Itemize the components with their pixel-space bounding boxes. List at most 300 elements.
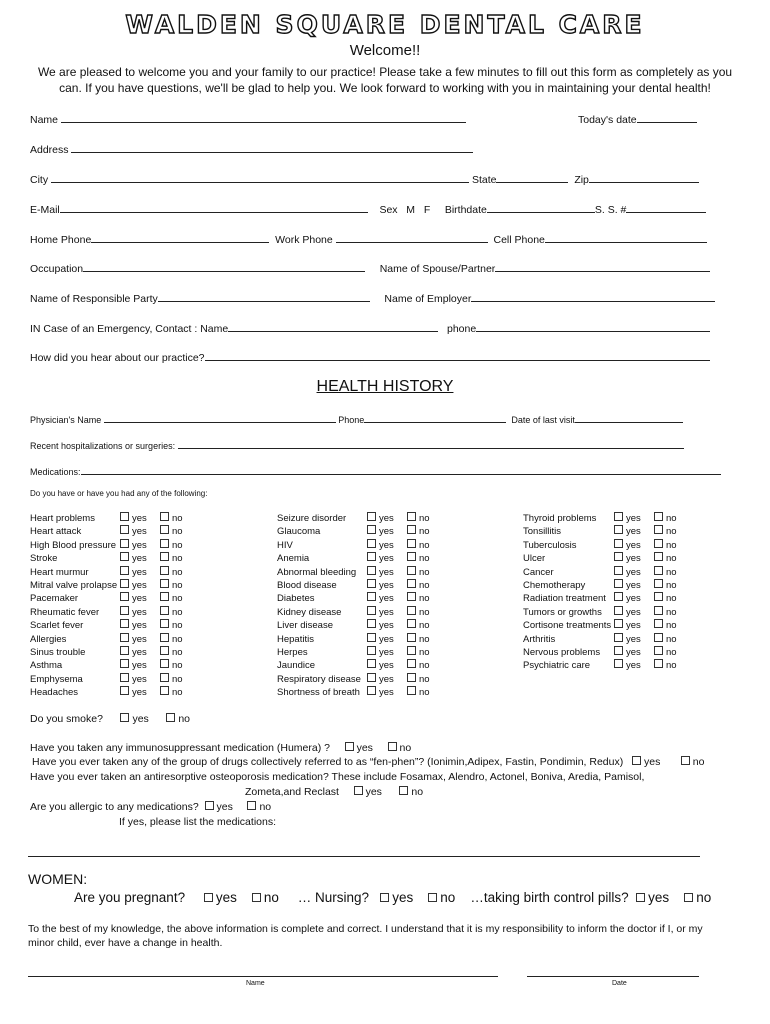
physician-field[interactable] bbox=[104, 412, 336, 423]
condition-no-label: no bbox=[419, 593, 430, 605]
condition-yes-checkbox[interactable] bbox=[120, 512, 129, 521]
condition-label: Diabetes bbox=[277, 593, 315, 605]
antiresorptive-no-checkbox[interactable] bbox=[399, 786, 408, 795]
condition-label: Cancer bbox=[523, 566, 554, 578]
immuno-label: Have you taken any immunosuppressant medication (Humera) ? bbox=[30, 742, 330, 754]
condition-no-checkbox[interactable] bbox=[654, 579, 663, 588]
condition-label: Anemia bbox=[277, 553, 310, 565]
condition-label: Thyroid problems bbox=[523, 513, 597, 524]
condition-no-label: no bbox=[172, 606, 183, 618]
medications-label: Medications: bbox=[30, 467, 81, 477]
condition-yes-label: yes bbox=[132, 566, 147, 578]
condition-answer-row bbox=[120, 659, 183, 672]
condition-yes-label: yes bbox=[132, 660, 147, 672]
condition-yes-checkbox[interactable] bbox=[614, 646, 623, 655]
condition-no-checkbox[interactable] bbox=[160, 566, 169, 575]
condition-label: Asthma bbox=[30, 660, 63, 672]
condition-answer-row bbox=[120, 539, 183, 552]
condition-yes-label: yes bbox=[379, 513, 394, 524]
condition-yes-checkbox[interactable] bbox=[120, 659, 129, 668]
condition-no-label: no bbox=[172, 660, 183, 672]
condition-yes-label: yes bbox=[626, 606, 641, 618]
condition-answer-row bbox=[120, 566, 183, 579]
nursing-no-checkbox[interactable] bbox=[428, 893, 437, 902]
condition-no-checkbox[interactable] bbox=[407, 606, 416, 615]
condition-label: Stroke bbox=[30, 553, 58, 565]
condition-answer-row bbox=[120, 646, 183, 659]
condition-yes-label: yes bbox=[132, 539, 147, 551]
condition-no-checkbox[interactable] bbox=[160, 619, 169, 628]
condition-yes-label: yes bbox=[626, 579, 641, 591]
condition-no-label: no bbox=[172, 687, 183, 699]
condition-no-checkbox[interactable] bbox=[160, 633, 169, 642]
condition-label: Ulcer bbox=[523, 553, 546, 565]
fenphen-no-label: no bbox=[692, 756, 705, 768]
condition-yes-label: yes bbox=[626, 553, 641, 565]
nursing-yes-label: yes bbox=[392, 890, 414, 905]
medications-field[interactable] bbox=[81, 464, 721, 475]
condition-yes-checkbox[interactable] bbox=[367, 539, 376, 548]
condition-label: Sinus trouble bbox=[30, 646, 86, 658]
condition-no-checkbox[interactable] bbox=[407, 619, 416, 628]
condition-yes-checkbox[interactable] bbox=[367, 619, 376, 628]
name-field[interactable] bbox=[61, 112, 466, 123]
last-visit-label: Date of last visit bbox=[511, 415, 575, 425]
condition-label: Herpes bbox=[277, 646, 308, 658]
fenphen-no-checkbox[interactable] bbox=[681, 756, 690, 765]
condition-label: Shortness of breath bbox=[277, 687, 360, 699]
condition-no-label: no bbox=[666, 593, 677, 605]
condition-no-checkbox[interactable] bbox=[654, 566, 663, 575]
physician-phone-field[interactable] bbox=[364, 412, 506, 423]
condition-yes-label: yes bbox=[626, 593, 641, 605]
condition-yes-checkbox[interactable] bbox=[367, 566, 376, 575]
condition-yes-label: yes bbox=[626, 633, 641, 645]
signature-name-label: Name bbox=[246, 980, 265, 987]
condition-yes-checkbox[interactable] bbox=[120, 646, 129, 655]
conditions-column-3 bbox=[523, 512, 611, 673]
nursing-yes-checkbox[interactable] bbox=[380, 893, 389, 902]
condition-no-checkbox[interactable] bbox=[407, 552, 416, 561]
condition-yes-label: yes bbox=[626, 646, 641, 658]
condition-answer-row bbox=[367, 633, 430, 646]
condition-no-checkbox[interactable] bbox=[407, 579, 416, 588]
condition-yes-checkbox[interactable] bbox=[614, 579, 623, 588]
condition-no-checkbox[interactable] bbox=[407, 539, 416, 548]
condition-label: Pacemaker bbox=[30, 593, 79, 605]
referral-row bbox=[30, 350, 710, 364]
birth-control-no-checkbox[interactable] bbox=[684, 893, 693, 902]
medications-list-line[interactable] bbox=[28, 856, 700, 857]
condition-answer-row bbox=[614, 606, 677, 619]
condition-label: Heart problems bbox=[30, 513, 95, 524]
condition-no-checkbox[interactable] bbox=[654, 659, 663, 668]
condition-yes-checkbox[interactable] bbox=[120, 552, 129, 561]
condition-no-label: no bbox=[666, 606, 677, 618]
condition-label: Kidney disease bbox=[277, 606, 342, 618]
condition-yes-checkbox[interactable] bbox=[367, 592, 376, 601]
condition-no-checkbox[interactable] bbox=[407, 512, 416, 521]
name-row bbox=[30, 112, 466, 126]
condition-yes-label: yes bbox=[379, 620, 394, 632]
condition-yes-checkbox[interactable] bbox=[367, 673, 376, 682]
condition-no-checkbox[interactable] bbox=[160, 525, 169, 534]
referral-label: How did you hear about our practice? bbox=[30, 352, 205, 364]
cell-phone-field[interactable] bbox=[545, 232, 707, 243]
condition-yes-checkbox[interactable] bbox=[367, 646, 376, 655]
condition-no-checkbox[interactable] bbox=[654, 512, 663, 521]
employer-field[interactable] bbox=[471, 291, 715, 302]
condition-answer-row bbox=[614, 525, 677, 538]
condition-no-label: no bbox=[666, 620, 677, 632]
hospitalizations-label: Recent hospitalizations or surgeries: bbox=[30, 441, 176, 451]
condition-yes-checkbox[interactable] bbox=[614, 633, 623, 642]
condition-label: Tumors or growths bbox=[523, 606, 602, 618]
condition-answer-row bbox=[120, 592, 183, 605]
home-phone-label: Home Phone bbox=[30, 234, 92, 246]
condition-yes-checkbox[interactable] bbox=[614, 592, 623, 601]
zometa-row bbox=[245, 786, 423, 798]
condition-yes-checkbox[interactable] bbox=[120, 619, 129, 628]
condition-no-checkbox[interactable] bbox=[160, 539, 169, 548]
pregnant-yes-label: yes bbox=[215, 890, 237, 905]
condition-yes-checkbox[interactable] bbox=[614, 619, 623, 628]
address-field[interactable] bbox=[71, 142, 473, 153]
condition-answer-row bbox=[614, 566, 677, 579]
condition-answer-row bbox=[614, 552, 677, 565]
condition-no-label: no bbox=[419, 646, 430, 658]
condition-label: High Blood pressure bbox=[30, 539, 117, 551]
condition-no-checkbox[interactable] bbox=[160, 552, 169, 561]
attestation-statement: To the best of my knowledge, the above information is complete and correct. I understand that it is my responsibility to inform the doctor if I, or my minor child, ever have a change in health. bbox=[28, 923, 703, 949]
state-field[interactable] bbox=[496, 172, 568, 183]
condition-answer-row bbox=[120, 673, 183, 686]
condition-label: HIV bbox=[277, 539, 293, 551]
pregnant-no-checkbox[interactable] bbox=[252, 893, 261, 902]
spouse-field[interactable] bbox=[495, 261, 710, 272]
condition-yes-label: yes bbox=[132, 646, 147, 658]
fenphen-yes-checkbox[interactable] bbox=[632, 756, 641, 765]
conditions-prompt: Do you have or have you had any of the following: bbox=[30, 489, 208, 498]
condition-no-checkbox[interactable] bbox=[654, 592, 663, 601]
condition-no-label: no bbox=[666, 579, 677, 591]
condition-yes-checkbox[interactable] bbox=[120, 633, 129, 642]
condition-yes-checkbox[interactable] bbox=[367, 633, 376, 642]
condition-answer-row bbox=[614, 633, 677, 646]
condition-label: Allergies bbox=[30, 633, 67, 645]
condition-yes-checkbox[interactable] bbox=[614, 552, 623, 561]
city-row bbox=[30, 172, 699, 186]
pregnant-no-label: no bbox=[263, 890, 279, 905]
condition-yes-label: yes bbox=[132, 620, 147, 632]
condition-yes-checkbox[interactable] bbox=[120, 606, 129, 615]
occupation-field[interactable] bbox=[83, 261, 365, 272]
condition-no-checkbox[interactable] bbox=[160, 646, 169, 655]
zip-field[interactable] bbox=[589, 172, 699, 183]
allergic-yes-checkbox[interactable] bbox=[205, 801, 214, 810]
smoke-no-checkbox[interactable] bbox=[166, 713, 175, 722]
condition-yes-label: yes bbox=[379, 646, 394, 658]
condition-label: Nervous problems bbox=[523, 646, 601, 658]
emergency-phone-field[interactable] bbox=[476, 321, 710, 332]
condition-no-label: no bbox=[172, 513, 183, 524]
condition-yes-checkbox[interactable] bbox=[614, 566, 623, 575]
condition-answer-row bbox=[367, 579, 430, 592]
conditions-column-3-answers bbox=[614, 512, 677, 673]
condition-no-checkbox[interactable] bbox=[407, 646, 416, 655]
condition-no-checkbox[interactable] bbox=[654, 552, 663, 561]
condition-yes-checkbox[interactable] bbox=[120, 673, 129, 682]
condition-yes-checkbox[interactable] bbox=[367, 659, 376, 668]
condition-no-checkbox[interactable] bbox=[407, 673, 416, 682]
conditions-column-2 bbox=[277, 512, 361, 699]
condition-answer-row bbox=[367, 659, 430, 672]
condition-no-checkbox[interactable] bbox=[160, 579, 169, 588]
hospitalizations-row bbox=[30, 438, 684, 451]
condition-answer-row bbox=[120, 606, 183, 619]
condition-label: Liver disease bbox=[277, 620, 333, 632]
condition-no-checkbox[interactable] bbox=[654, 619, 663, 628]
email-row bbox=[30, 202, 706, 216]
condition-yes-checkbox[interactable] bbox=[614, 525, 623, 534]
condition-yes-label: yes bbox=[132, 513, 147, 524]
condition-yes-checkbox[interactable] bbox=[367, 579, 376, 588]
allergic-no-checkbox[interactable] bbox=[247, 801, 256, 810]
birth-control-yes-label: yes bbox=[648, 890, 670, 905]
condition-label: Heart attack bbox=[30, 526, 82, 538]
address-row bbox=[30, 142, 473, 156]
condition-yes-checkbox[interactable] bbox=[367, 525, 376, 534]
city-field[interactable] bbox=[51, 172, 469, 183]
condition-label: Glaucoma bbox=[277, 526, 321, 538]
condition-yes-label: yes bbox=[379, 579, 394, 591]
condition-answer-row bbox=[367, 592, 430, 605]
condition-label: Tonsillitis bbox=[523, 526, 562, 538]
condition-label: Hepatitis bbox=[277, 633, 314, 645]
todays-date-label: Today's date bbox=[578, 114, 637, 126]
condition-no-label: no bbox=[419, 526, 430, 538]
condition-yes-label: yes bbox=[379, 566, 394, 578]
health-history-heading: HEALTH HISTORY bbox=[316, 378, 454, 395]
condition-no-checkbox[interactable] bbox=[407, 659, 416, 668]
condition-yes-checkbox[interactable] bbox=[120, 579, 129, 588]
cell-phone-label: Cell Phone bbox=[493, 234, 545, 246]
condition-no-checkbox[interactable] bbox=[407, 566, 416, 575]
condition-no-checkbox[interactable] bbox=[160, 686, 169, 695]
pregnant-yes-checkbox[interactable] bbox=[204, 893, 213, 902]
allergic-no-label: no bbox=[259, 801, 272, 813]
condition-no-checkbox[interactable] bbox=[160, 512, 169, 521]
condition-no-label: no bbox=[172, 646, 183, 658]
condition-no-checkbox[interactable] bbox=[407, 633, 416, 642]
condition-yes-checkbox[interactable] bbox=[367, 552, 376, 561]
condition-yes-label: yes bbox=[379, 673, 394, 685]
last-visit-field[interactable] bbox=[575, 412, 683, 423]
condition-yes-label: yes bbox=[132, 526, 147, 538]
birth-control-label: …taking birth control pills? bbox=[470, 890, 629, 905]
email-field[interactable] bbox=[60, 202, 368, 213]
sex-m-option[interactable]: M bbox=[406, 204, 416, 216]
immuno-yes-label: yes bbox=[356, 742, 373, 754]
condition-answer-row bbox=[120, 579, 183, 592]
condition-yes-checkbox[interactable] bbox=[367, 512, 376, 521]
condition-label: Emphysema bbox=[30, 673, 83, 685]
condition-yes-checkbox[interactable] bbox=[120, 592, 129, 601]
condition-answer-row bbox=[367, 686, 430, 699]
condition-no-checkbox[interactable] bbox=[160, 659, 169, 668]
condition-yes-label: yes bbox=[379, 687, 394, 699]
condition-yes-checkbox[interactable] bbox=[614, 512, 623, 521]
condition-no-label: no bbox=[419, 660, 430, 672]
condition-no-checkbox[interactable] bbox=[654, 539, 663, 548]
condition-no-label: no bbox=[419, 687, 430, 699]
condition-no-label: no bbox=[419, 606, 430, 618]
condition-no-label: no bbox=[419, 539, 430, 551]
list-meds-label: If yes, please list the medications: bbox=[119, 816, 276, 828]
condition-yes-checkbox[interactable] bbox=[120, 539, 129, 548]
smoke-label: Do you smoke? bbox=[30, 713, 103, 725]
condition-no-checkbox[interactable] bbox=[407, 686, 416, 695]
condition-answer-row bbox=[367, 552, 430, 565]
condition-answer-row bbox=[367, 539, 430, 552]
condition-yes-checkbox[interactable] bbox=[614, 606, 623, 615]
condition-label: Jaundice bbox=[277, 660, 316, 672]
condition-answer-row bbox=[367, 525, 430, 538]
condition-yes-checkbox[interactable] bbox=[614, 659, 623, 668]
condition-no-label: no bbox=[172, 579, 183, 591]
condition-no-label: no bbox=[172, 633, 183, 645]
condition-answer-row bbox=[367, 512, 430, 525]
condition-no-label: no bbox=[172, 620, 183, 632]
conditions-column-1-answers bbox=[120, 512, 183, 699]
condition-no-label: no bbox=[419, 566, 430, 578]
condition-no-checkbox[interactable] bbox=[160, 606, 169, 615]
condition-yes-checkbox[interactable] bbox=[614, 539, 623, 548]
responsible-field[interactable] bbox=[158, 291, 370, 302]
condition-answer-row bbox=[367, 673, 430, 686]
condition-no-checkbox[interactable] bbox=[654, 606, 663, 615]
condition-answer-row bbox=[614, 619, 677, 632]
immuno-yes-checkbox[interactable] bbox=[345, 742, 354, 751]
condition-label: Blood disease bbox=[277, 579, 337, 591]
condition-yes-label: yes bbox=[132, 579, 147, 591]
signature-name-line[interactable] bbox=[28, 976, 498, 977]
occupation-row bbox=[30, 261, 710, 275]
practice-title: WALDEN SQUARE DENTAL CARE bbox=[125, 10, 645, 39]
condition-no-label: no bbox=[419, 633, 430, 645]
birth-control-yes-checkbox[interactable] bbox=[636, 893, 645, 902]
condition-label: Cortisone treatments bbox=[523, 620, 612, 632]
condition-yes-label: yes bbox=[132, 606, 147, 618]
condition-yes-label: yes bbox=[626, 513, 641, 524]
condition-no-label: no bbox=[419, 553, 430, 565]
condition-label: Rheumatic fever bbox=[30, 606, 100, 618]
women-questions-row bbox=[74, 890, 711, 905]
ss-field[interactable] bbox=[626, 202, 706, 213]
condition-no-checkbox[interactable] bbox=[407, 525, 416, 534]
condition-no-checkbox[interactable] bbox=[654, 633, 663, 642]
condition-yes-label: yes bbox=[379, 553, 394, 565]
welcome-heading: Welcome!! bbox=[349, 42, 421, 59]
condition-yes-label: yes bbox=[626, 660, 641, 672]
conditions-column-2-answers bbox=[367, 512, 430, 699]
referral-field[interactable] bbox=[205, 350, 710, 361]
emergency-name-field[interactable] bbox=[228, 321, 438, 332]
condition-yes-label: yes bbox=[379, 526, 394, 538]
condition-yes-checkbox[interactable] bbox=[367, 606, 376, 615]
condition-no-checkbox[interactable] bbox=[407, 592, 416, 601]
condition-no-label: no bbox=[666, 553, 677, 565]
antiresorptive-yes-label: yes bbox=[365, 786, 382, 798]
condition-yes-label: yes bbox=[132, 687, 147, 699]
condition-label: Abnormal bleeding bbox=[277, 566, 357, 578]
home-phone-field[interactable] bbox=[91, 232, 269, 243]
condition-yes-label: yes bbox=[132, 633, 147, 645]
phones-row bbox=[30, 232, 707, 246]
antiresorptive-yes-checkbox[interactable] bbox=[354, 786, 363, 795]
condition-no-label: no bbox=[666, 539, 677, 551]
nursing-label: … Nursing? bbox=[297, 890, 369, 905]
condition-label: Seizure disorder bbox=[277, 513, 347, 524]
condition-yes-label: yes bbox=[379, 593, 394, 605]
todays-date-field[interactable] bbox=[637, 112, 697, 123]
condition-yes-checkbox[interactable] bbox=[367, 686, 376, 695]
condition-yes-label: yes bbox=[132, 593, 147, 605]
condition-no-label: no bbox=[172, 553, 183, 565]
condition-yes-label: yes bbox=[379, 660, 394, 672]
signature-date-label: Date bbox=[612, 980, 627, 987]
birthdate-field[interactable] bbox=[487, 202, 595, 213]
condition-no-label: no bbox=[419, 673, 430, 685]
condition-yes-label: yes bbox=[626, 620, 641, 632]
physician-phone-label: Phone bbox=[338, 415, 365, 425]
condition-yes-checkbox[interactable] bbox=[120, 566, 129, 575]
intro-text: We are pleased to welcome you and your family to our practice! Please take a few minutes to fill out this form as completely as you can. If you have questions, we'll be glad to help you. We look forward to working with you in maintaining your dental health! bbox=[37, 65, 733, 95]
sex-f-option[interactable]: F bbox=[423, 204, 431, 216]
condition-yes-label: yes bbox=[379, 633, 394, 645]
hospitalizations-field[interactable] bbox=[178, 438, 684, 449]
condition-answer-row bbox=[120, 619, 183, 632]
immuno-no-checkbox[interactable] bbox=[388, 742, 397, 751]
signature-date-line[interactable] bbox=[527, 976, 699, 977]
condition-label: Headaches bbox=[30, 687, 79, 699]
condition-yes-checkbox[interactable] bbox=[120, 525, 129, 534]
condition-no-checkbox[interactable] bbox=[160, 673, 169, 682]
employer-label: Name of Employer bbox=[384, 293, 472, 305]
work-phone-field[interactable] bbox=[336, 232, 488, 243]
condition-label: Arthritis bbox=[523, 633, 556, 645]
condition-no-label: no bbox=[419, 579, 430, 591]
condition-answer-row bbox=[120, 525, 183, 538]
condition-answer-row bbox=[120, 686, 183, 699]
condition-no-checkbox[interactable] bbox=[160, 592, 169, 601]
condition-yes-checkbox[interactable] bbox=[120, 686, 129, 695]
todays-date-row bbox=[578, 112, 697, 126]
women-label: WOMEN: bbox=[28, 871, 88, 887]
condition-no-label: no bbox=[172, 566, 183, 578]
smoke-yes-checkbox[interactable] bbox=[120, 713, 129, 722]
fenphen-yes-label: yes bbox=[644, 756, 661, 768]
condition-answer-row bbox=[120, 512, 183, 525]
condition-no-checkbox[interactable] bbox=[654, 646, 663, 655]
condition-answer-row bbox=[367, 619, 430, 632]
birthdate-label: Birthdate bbox=[444, 204, 487, 216]
medications-row bbox=[30, 464, 721, 477]
emergency-label: IN Case of an Emergency, Contact : Name bbox=[30, 323, 229, 335]
fenphen-row bbox=[32, 756, 704, 768]
condition-no-checkbox[interactable] bbox=[654, 525, 663, 534]
condition-no-label: no bbox=[666, 646, 677, 658]
